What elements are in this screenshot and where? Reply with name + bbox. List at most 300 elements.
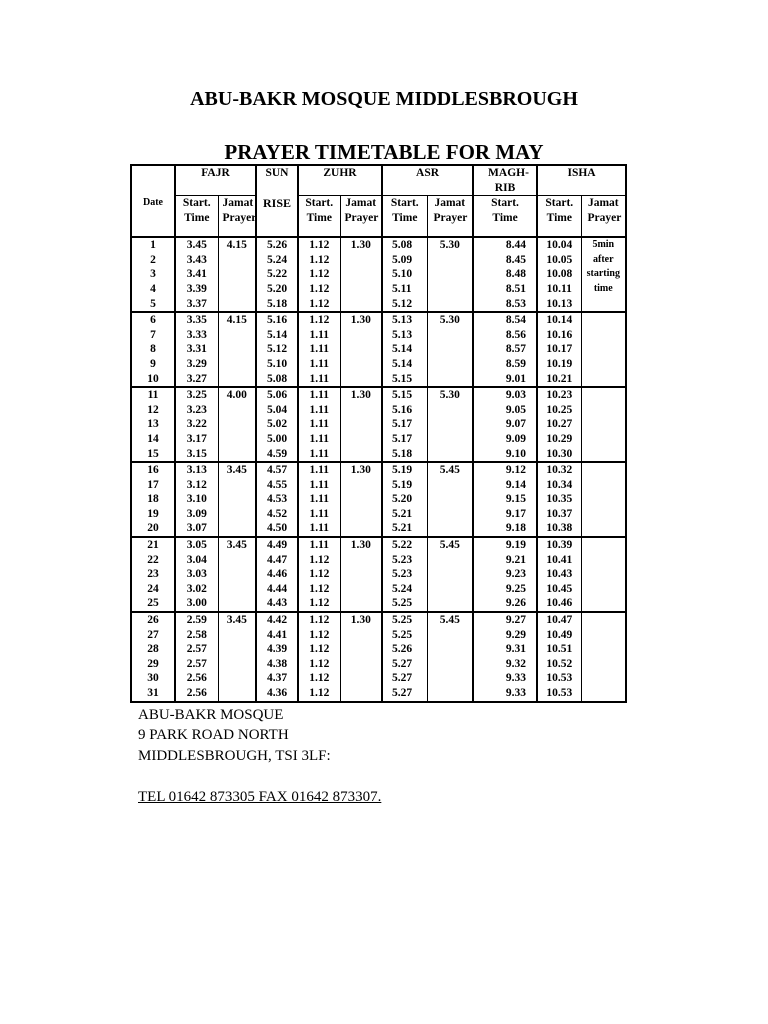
fajr-start-value: 3.15 <box>186 447 207 460</box>
sunrise-value: 4.57 <box>266 464 288 477</box>
asr-jamat-value: 5.45 <box>439 464 460 477</box>
asr-start-value: 5.22 <box>392 539 413 552</box>
date-value: 7 <box>150 328 156 341</box>
maghrib-start-value: 9.23 <box>505 568 527 581</box>
asr-start-value: 5.14 <box>392 343 413 356</box>
zuhr-start-value: 1.11 <box>309 328 329 341</box>
zuhr-start-cell <box>298 387 340 462</box>
maghrib-start-value: 9.33 <box>505 672 527 685</box>
maghrib-start-value: 9.27 <box>505 614 527 627</box>
zuhr-start-value: 1.11 <box>309 343 329 356</box>
asr-start-value: 5.19 <box>392 478 413 491</box>
mosque-heading: ABU-BAKR MOSQUE MIDDLESBROUGH <box>190 88 578 110</box>
date-value: 31 <box>147 687 159 699</box>
isha-start-header: Start. Time <box>537 196 581 238</box>
asr-start-value: 5.25 <box>392 597 413 610</box>
zuhr-jamat-value: 1.30 <box>350 314 371 327</box>
zuhr-jamat-value: 1.30 <box>350 614 371 627</box>
asr-start-value: 5.17 <box>392 432 413 445</box>
isha-start-value: 10.47 <box>546 614 573 627</box>
fajr-start-value: 3.10 <box>186 493 207 506</box>
contact-line: TEL 01642 873305 FAX 01642 873307. <box>138 789 382 805</box>
isha-start-value: 10.43 <box>546 568 573 581</box>
zuhr-start-value: 1.12 <box>309 282 330 295</box>
zuhr-jamat-value: 1.30 <box>350 389 371 402</box>
maghrib-start-value: 9.17 <box>505 507 527 520</box>
zuhr-jamat-cell <box>340 537 382 612</box>
maghrib-start-value: 9.10 <box>505 447 527 460</box>
sunrise-value: 4.44 <box>266 582 288 595</box>
asr-start-value: 5.24 <box>392 582 413 595</box>
fajr-start-value: 3.12 <box>186 478 207 491</box>
fajr-start-value: 2.56 <box>186 687 207 699</box>
zuhr-start-value: 1.12 <box>309 297 330 310</box>
maghrib-start-value: 9.14 <box>505 478 527 491</box>
fajr-start-cell <box>175 237 218 312</box>
fajr-start-value: 3.00 <box>186 597 207 610</box>
maghrib-start-value: 9.15 <box>505 493 527 506</box>
sunrise-value: 4.38 <box>266 657 288 670</box>
isha-start-cell <box>537 612 581 702</box>
sunrise-value: 5.06 <box>266 389 288 402</box>
table-row <box>131 312 626 387</box>
isha-start-value: 10.19 <box>546 357 573 370</box>
asr-start-cell <box>382 537 427 612</box>
fajr-jamat-value: 4.00 <box>226 389 247 402</box>
zuhr-start-value: 1.12 <box>309 582 330 595</box>
asr-jamat-cell <box>427 387 473 462</box>
sun-header: SUN <box>256 165 298 196</box>
asr-jamat-value: 5.30 <box>439 314 460 327</box>
asr-start-value: 5.27 <box>392 672 413 685</box>
zuhr-start-value: 1.12 <box>309 687 330 699</box>
asr-jamat-cell <box>427 537 473 612</box>
isha-start-value: 10.14 <box>546 314 573 327</box>
date-value: 22 <box>147 553 159 566</box>
zuhr-jamat-cell <box>340 612 382 702</box>
maghrib-start-value: 8.59 <box>505 357 527 370</box>
isha-jamat-cell <box>581 612 626 702</box>
isha-start-value: 10.32 <box>546 464 573 477</box>
asr-start-cell <box>382 237 427 312</box>
asr-jamat-value: 5.45 <box>439 539 460 552</box>
maghrib-start-value: 9.07 <box>505 418 527 431</box>
date-value: 17 <box>147 478 159 491</box>
asr-start-cell <box>382 462 427 537</box>
maghrib-start-cell <box>473 537 537 612</box>
sunrise-cell <box>256 612 298 702</box>
sunrise-value: 5.02 <box>266 418 288 431</box>
zuhr-start-value: 1.11 <box>309 418 329 431</box>
zuhr-start-value: 1.12 <box>309 597 330 610</box>
zuhr-start-value: 1.11 <box>309 372 329 385</box>
maghrib-start-value: 8.53 <box>505 297 527 310</box>
maghrib-start-value: 9.33 <box>505 687 527 699</box>
isha-start-value: 10.11 <box>546 282 572 295</box>
sunrise-value: 5.00 <box>266 432 288 445</box>
sunrise-value: 4.49 <box>266 539 288 552</box>
date-value: 16 <box>147 464 159 477</box>
maghrib-start-value: 8.48 <box>505 268 527 281</box>
fajr-start-cell <box>175 537 218 612</box>
asr-start-value: 5.21 <box>392 522 413 535</box>
fajr-jamat-cell <box>218 462 256 537</box>
zuhr-start-value: 1.12 <box>309 239 330 252</box>
asr-start-value: 5.08 <box>392 239 413 252</box>
fajr-header: FAJR <box>175 165 256 196</box>
fajr-jamat-header: Jamat Prayer <box>218 196 256 238</box>
fajr-jamat-value: 3.45 <box>226 539 247 552</box>
sunrise-value: 4.43 <box>266 597 288 610</box>
zuhr-start-value: 1.12 <box>309 253 330 266</box>
zuhr-start-value: 1.11 <box>309 539 329 552</box>
fajr-jamat-cell <box>218 312 256 387</box>
fajr-start-value: 3.45 <box>186 239 207 252</box>
isha-start-cell <box>537 462 581 537</box>
fajr-start-value: 3.17 <box>186 432 207 445</box>
date-value: 13 <box>147 418 159 431</box>
isha-start-value: 10.35 <box>546 493 573 506</box>
isha-start-value: 10.52 <box>546 657 573 670</box>
asr-start-value: 5.12 <box>392 297 413 310</box>
asr-start-value: 5.09 <box>392 253 413 266</box>
zuhr-start-value: 1.11 <box>309 432 329 445</box>
zuhr-start-cell <box>298 612 340 702</box>
prayer-timetable <box>130 164 627 703</box>
asr-start-value: 5.23 <box>392 553 413 566</box>
date-value: 5 <box>150 297 156 310</box>
table-row <box>131 612 626 702</box>
zuhr-start-value: 1.11 <box>309 464 329 477</box>
fajr-start-value: 3.39 <box>186 282 207 295</box>
fajr-start-value: 2.59 <box>186 614 207 627</box>
sunrise-value: 5.22 <box>266 268 288 281</box>
isha-jamat-header: Jamat Prayer <box>581 196 626 238</box>
fajr-start-value: 3.13 <box>186 464 207 477</box>
fajr-start-value: 3.23 <box>186 403 207 416</box>
date-cell <box>131 387 175 462</box>
asr-start-cell <box>382 612 427 702</box>
isha-start-value: 10.46 <box>546 597 573 610</box>
date-header: Date <box>143 196 163 208</box>
isha-start-value: 10.17 <box>546 343 573 356</box>
fajr-jamat-cell <box>218 537 256 612</box>
maghrib-start-value: 8.51 <box>505 282 527 295</box>
isha-jamat-cell <box>581 237 626 312</box>
maghrib-start-value: 9.31 <box>505 643 527 656</box>
zuhr-start-value: 1.12 <box>309 614 330 627</box>
rise-header: RISE <box>256 196 298 238</box>
zuhr-jamat-value: 1.30 <box>350 239 371 252</box>
zuhr-jamat-cell <box>340 462 382 537</box>
isha-jamat-cell <box>581 462 626 537</box>
header-row-top <box>131 165 626 196</box>
maghrib-start-value: 9.26 <box>505 597 527 610</box>
asr-start-value: 5.25 <box>392 628 413 641</box>
asr-start-value: 5.25 <box>392 614 413 627</box>
date-value: 24 <box>147 582 159 595</box>
zuhr-start-value: 1.12 <box>309 672 330 685</box>
table-row <box>131 537 626 612</box>
zuhr-start-cell <box>298 312 340 387</box>
sunrise-value: 4.42 <box>266 614 288 627</box>
asr-start-value: 5.14 <box>392 357 413 370</box>
zuhr-start-value: 1.11 <box>309 478 329 491</box>
asr-start-value: 5.15 <box>392 389 413 402</box>
date-value: 27 <box>147 628 159 641</box>
zuhr-start-value: 1.12 <box>309 643 330 656</box>
isha-start-value: 10.13 <box>546 297 573 310</box>
sunrise-cell <box>256 537 298 612</box>
date-value: 26 <box>147 614 159 627</box>
maghrib-start-value: 9.29 <box>505 628 527 641</box>
asr-start-value: 5.26 <box>392 643 413 656</box>
fajr-start-header: Start. Time <box>175 196 218 238</box>
isha-start-value: 10.30 <box>546 447 573 460</box>
isha-start-value: 10.53 <box>546 687 573 699</box>
fajr-start-value: 3.09 <box>186 507 207 520</box>
asr-jamat-header: Jamat Prayer <box>427 196 473 238</box>
sunrise-value: 5.10 <box>266 357 288 370</box>
isha-start-value: 10.16 <box>546 328 573 341</box>
date-cell <box>131 537 175 612</box>
maghrib-start-value: 9.21 <box>505 553 527 566</box>
fajr-start-value: 3.07 <box>186 522 207 535</box>
isha-start-value: 10.37 <box>546 507 573 520</box>
sunrise-value: 5.24 <box>266 253 288 266</box>
zuhr-start-cell <box>298 537 340 612</box>
maghrib-start-value: 9.09 <box>505 432 527 445</box>
asr-start-cell <box>382 312 427 387</box>
date-cell <box>131 462 175 537</box>
isha-start-value: 10.39 <box>546 539 573 552</box>
asr-start-value: 5.10 <box>392 268 413 281</box>
date-value: 2 <box>150 253 156 266</box>
header-row-sub <box>131 196 626 238</box>
date-cell <box>131 237 175 312</box>
address-line-2: 9 PARK ROAD NORTH <box>138 727 289 743</box>
zuhr-start-value: 1.11 <box>309 493 329 506</box>
isha-start-value: 10.34 <box>546 478 573 491</box>
sunrise-value: 5.20 <box>266 282 288 295</box>
fajr-start-cell <box>175 312 218 387</box>
fajr-start-value: 2.57 <box>186 657 207 670</box>
sunrise-value: 4.39 <box>266 643 288 656</box>
fajr-start-value: 3.31 <box>186 343 207 356</box>
zuhr-start-cell <box>298 237 340 312</box>
zuhr-start-value: 1.11 <box>309 403 329 416</box>
isha-start-value: 10.45 <box>546 582 573 595</box>
fajr-start-value: 2.57 <box>186 643 207 656</box>
maghrib-start-value: 9.05 <box>505 403 527 416</box>
date-value: 12 <box>147 403 159 416</box>
fajr-jamat-value: 3.45 <box>226 464 247 477</box>
zuhr-start-value: 1.11 <box>309 357 329 370</box>
isha-start-value: 10.04 <box>546 239 573 252</box>
fajr-start-cell <box>175 462 218 537</box>
date-value: 23 <box>147 568 159 581</box>
isha-start-cell <box>537 237 581 312</box>
maghrib-start-value: 9.03 <box>505 389 527 402</box>
sunrise-value: 5.04 <box>266 403 288 416</box>
zuhr-jamat-value: 1.30 <box>350 539 371 552</box>
isha-start-value: 10.53 <box>546 672 573 685</box>
date-value: 6 <box>150 314 156 327</box>
isha-start-value: 10.29 <box>546 432 573 445</box>
zuhr-start-value: 1.12 <box>309 553 330 566</box>
date-value: 9 <box>150 357 156 370</box>
maghrib-start-cell <box>473 387 537 462</box>
sunrise-value: 4.55 <box>266 478 288 491</box>
isha-start-value: 10.23 <box>546 389 573 402</box>
isha-start-value: 10.21 <box>546 372 573 385</box>
asr-start-value: 5.13 <box>392 314 413 327</box>
zuhr-jamat-cell <box>340 237 382 312</box>
date-value: 20 <box>147 522 159 535</box>
fajr-jamat-cell <box>218 237 256 312</box>
isha-start-value: 10.25 <box>546 403 573 416</box>
isha-jamat-cell <box>581 537 626 612</box>
sunrise-value: 4.53 <box>266 493 288 506</box>
zuhr-header: ZUHR <box>298 165 382 196</box>
isha-start-cell <box>537 387 581 462</box>
sunrise-value: 5.26 <box>266 239 288 252</box>
table-row <box>131 387 626 462</box>
maghrib-start-cell <box>473 612 537 702</box>
date-value: 28 <box>147 643 159 656</box>
sunrise-value: 5.12 <box>266 343 288 356</box>
asr-jamat-cell <box>427 612 473 702</box>
zuhr-jamat-cell <box>340 387 382 462</box>
zuhr-start-header: Start. Time <box>298 196 340 238</box>
fajr-jamat-value: 4.15 <box>226 314 247 327</box>
fajr-start-value: 3.02 <box>186 582 207 595</box>
fajr-start-cell <box>175 387 218 462</box>
asr-start-cell <box>382 387 427 462</box>
zuhr-start-value: 1.11 <box>309 389 329 402</box>
date-value: 19 <box>147 507 159 520</box>
isha-start-value: 10.08 <box>546 268 573 281</box>
fajr-start-value: 2.56 <box>186 672 207 685</box>
asr-start-value: 5.21 <box>392 507 413 520</box>
address-line-1: ABU-BAKR MOSQUE <box>138 707 284 723</box>
maghrib-start-value: 8.54 <box>505 314 527 327</box>
sunrise-value: 4.50 <box>266 522 288 535</box>
isha-start-value: 10.05 <box>546 253 573 266</box>
date-value: 25 <box>147 597 159 610</box>
isha-jamat-note: 5min after starting time <box>586 239 620 294</box>
zuhr-start-value: 1.12 <box>309 268 330 281</box>
sunrise-cell <box>256 312 298 387</box>
fajr-start-value: 3.29 <box>186 357 207 370</box>
isha-start-value: 10.27 <box>546 418 573 431</box>
fajr-jamat-cell <box>218 387 256 462</box>
isha-jamat-cell <box>581 387 626 462</box>
zuhr-start-value: 1.11 <box>309 522 329 535</box>
isha-start-value: 10.49 <box>546 628 573 641</box>
asr-start-value: 5.16 <box>392 403 413 416</box>
sunrise-value: 5.08 <box>266 372 288 385</box>
isha-start-cell <box>537 312 581 387</box>
zuhr-start-value: 1.12 <box>309 568 330 581</box>
sunrise-value: 5.14 <box>266 328 288 341</box>
maghrib-start-value: 9.12 <box>505 464 527 477</box>
date-value: 3 <box>150 268 156 281</box>
sunrise-value: 4.37 <box>266 672 288 685</box>
asr-start-value: 5.11 <box>392 282 412 295</box>
asr-start-value: 5.20 <box>392 493 413 506</box>
date-cell <box>131 612 175 702</box>
sunrise-cell <box>256 462 298 537</box>
isha-header: ISHA <box>537 165 626 196</box>
sunrise-value: 4.46 <box>266 568 288 581</box>
zuhr-start-value: 1.12 <box>309 628 330 641</box>
zuhr-jamat-header: Jamat Prayer <box>340 196 382 238</box>
maghrib-start-cell <box>473 312 537 387</box>
isha-start-value: 10.38 <box>546 522 573 535</box>
asr-start-value: 5.15 <box>392 372 413 385</box>
date-value: 29 <box>147 657 159 670</box>
fajr-start-value: 3.37 <box>186 297 207 310</box>
maghrib-start-value: 8.44 <box>505 239 527 252</box>
sunrise-value: 4.36 <box>266 687 288 699</box>
zuhr-start-value: 1.11 <box>309 447 329 460</box>
fajr-start-value: 3.03 <box>186 568 207 581</box>
zuhr-start-value: 1.12 <box>309 657 330 670</box>
maghrib-start-value: 9.18 <box>505 522 527 535</box>
zuhr-start-value: 1.12 <box>309 314 330 327</box>
isha-start-cell <box>537 537 581 612</box>
maghrib-start-header: Start. Time <box>473 196 537 238</box>
zuhr-start-cell <box>298 462 340 537</box>
maghrib-start-value: 9.25 <box>505 582 527 595</box>
sunrise-value: 5.18 <box>266 297 288 310</box>
zuhr-start-value: 1.11 <box>309 507 329 520</box>
fajr-jamat-cell <box>218 612 256 702</box>
isha-start-value: 10.51 <box>546 643 573 656</box>
asr-jamat-cell <box>427 237 473 312</box>
zuhr-jamat-value: 1.30 <box>350 464 371 477</box>
maghrib-start-value: 8.56 <box>505 328 527 341</box>
date-value: 14 <box>147 432 159 445</box>
maghrib-start-value: 9.19 <box>505 539 527 552</box>
timetable-title: PRAYER TIMETABLE FOR MAY <box>224 140 544 164</box>
asr-start-value: 5.27 <box>392 657 413 670</box>
asr-jamat-cell <box>427 462 473 537</box>
maghrib-start-value: 9.01 <box>505 372 527 385</box>
asr-jamat-cell <box>427 312 473 387</box>
asr-start-value: 5.17 <box>392 418 413 431</box>
date-value: 11 <box>147 389 159 402</box>
date-value: 15 <box>147 447 159 460</box>
asr-jamat-value: 5.30 <box>439 389 460 402</box>
isha-start-value: 10.41 <box>546 553 573 566</box>
maghrib-start-value: 8.45 <box>505 253 527 266</box>
sunrise-value: 5.16 <box>266 314 288 327</box>
date-value: 1 <box>150 239 156 252</box>
isha-jamat-cell <box>581 312 626 387</box>
fajr-start-value: 3.27 <box>186 372 207 385</box>
fajr-start-value: 2.58 <box>186 628 207 641</box>
asr-jamat-value: 5.45 <box>439 614 460 627</box>
asr-start-value: 5.18 <box>392 447 413 460</box>
asr-start-value: 5.27 <box>392 687 413 699</box>
address-line-3: MIDDLESBROUGH, TSI 3LF: <box>138 748 331 764</box>
table-row <box>131 462 626 537</box>
maghrib-header: MAGH-RIB <box>473 165 537 196</box>
zuhr-jamat-cell <box>340 312 382 387</box>
date-cell <box>131 312 175 387</box>
